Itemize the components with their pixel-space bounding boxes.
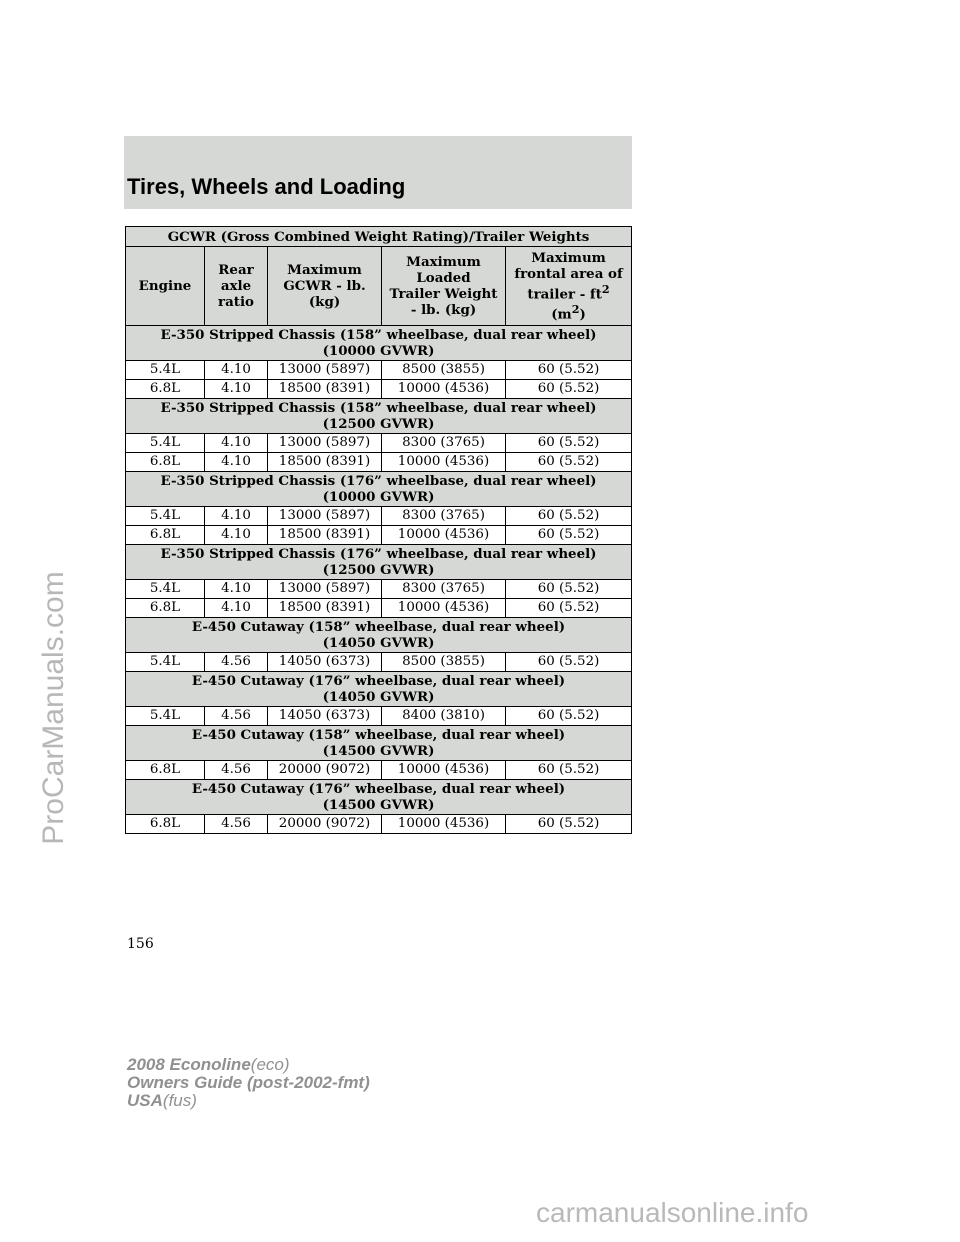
- table-row: [126, 507, 632, 526]
- table-section-row: [126, 672, 632, 707]
- cell-ratio: 4.56: [205, 707, 268, 726]
- table-title-row: [126, 227, 632, 247]
- cell-trailer: 8300 (3765): [382, 434, 506, 453]
- section-heading: E-450 Cutaway (176” wheelbase, dual rear wheel) (14050 GVWR): [126, 672, 632, 707]
- table-row: [126, 380, 632, 399]
- table-body: [126, 326, 632, 834]
- cell-area: 60 (5.52): [506, 815, 632, 834]
- column-header-engine: Engine: [126, 247, 205, 326]
- footer-line-model: 2008 Econoline(eco): [127, 1055, 290, 1074]
- table-row: [126, 434, 632, 453]
- weights-table-container: [125, 226, 631, 834]
- cell-ratio: 4.56: [205, 761, 268, 780]
- cell-trailer: 10000 (4536): [382, 453, 506, 472]
- cell-area: 60 (5.52): [506, 434, 632, 453]
- table-row: [126, 453, 632, 472]
- column-header-trailer-weight: Maximum Loaded Trailer Weight - lb. (kg): [382, 247, 506, 326]
- cell-trailer: 10000 (4536): [382, 815, 506, 834]
- table-section-row: [126, 399, 632, 434]
- cell-area: 60 (5.52): [506, 599, 632, 618]
- column-header-axle-ratio: Rear axle ratio: [205, 247, 268, 326]
- table-row: [126, 599, 632, 618]
- cell-trailer: 10000 (4536): [382, 526, 506, 545]
- cell-trailer: 10000 (4536): [382, 380, 506, 399]
- cell-ratio: 4.10: [205, 580, 268, 599]
- cell-engine: 6.8L: [126, 380, 205, 399]
- cell-gcwr: 18500 (8391): [268, 599, 382, 618]
- cell-gcwr: 14050 (6373): [268, 707, 382, 726]
- section-heading: E-450 Cutaway (158” wheelbase, dual rear wheel) (14500 GVWR): [126, 726, 632, 761]
- cell-area: 60 (5.52): [506, 653, 632, 672]
- cell-gcwr: 20000 (9072): [268, 761, 382, 780]
- cell-trailer: 8400 (3810): [382, 707, 506, 726]
- cell-gcwr: 18500 (8391): [268, 526, 382, 545]
- cell-trailer: 10000 (4536): [382, 599, 506, 618]
- section-title: Tires, Wheels and Loading: [127, 174, 406, 199]
- cell-engine: 5.4L: [126, 707, 205, 726]
- table-section-row: [126, 472, 632, 507]
- cell-ratio: 4.56: [205, 653, 268, 672]
- cell-engine: 5.4L: [126, 580, 205, 599]
- cell-area: 60 (5.52): [506, 580, 632, 599]
- column-header-row: [126, 247, 632, 326]
- gcwr-trailer-weights-table: [125, 226, 632, 834]
- cell-engine: 6.8L: [126, 453, 205, 472]
- cell-area: 60 (5.52): [506, 453, 632, 472]
- table-section-row: [126, 726, 632, 761]
- cell-trailer: 10000 (4536): [382, 761, 506, 780]
- cell-gcwr: 13000 (5897): [268, 434, 382, 453]
- footer-line-region: USA(fus): [127, 1091, 197, 1110]
- table-row: [126, 361, 632, 380]
- cell-engine: 5.4L: [126, 434, 205, 453]
- cell-engine: 5.4L: [126, 507, 205, 526]
- table-row: [126, 526, 632, 545]
- cell-trailer: 8300 (3765): [382, 580, 506, 599]
- section-heading: E-350 Stripped Chassis (176” wheelbase, dual rear wheel) (10000 GVWR): [126, 472, 632, 507]
- cell-area: 60 (5.52): [506, 761, 632, 780]
- cell-gcwr: 13000 (5897): [268, 361, 382, 380]
- cell-ratio: 4.10: [205, 380, 268, 399]
- cell-ratio: 4.10: [205, 526, 268, 545]
- footer-line-guide: Owners Guide (post-2002-fmt): [127, 1073, 370, 1092]
- cell-trailer: 8500 (3855): [382, 361, 506, 380]
- cell-gcwr: 18500 (8391): [268, 453, 382, 472]
- cell-ratio: 4.10: [205, 361, 268, 380]
- table-row: [126, 580, 632, 599]
- cell-area: 60 (5.52): [506, 507, 632, 526]
- cell-area: 60 (5.52): [506, 526, 632, 545]
- table-row: [126, 761, 632, 780]
- cell-trailer: 8500 (3855): [382, 653, 506, 672]
- table-section-row: [126, 618, 632, 653]
- cell-engine: 6.8L: [126, 526, 205, 545]
- table-section-row: [126, 780, 632, 815]
- document-footer: [127, 1056, 370, 1110]
- table-section-row: [126, 326, 632, 361]
- section-heading: E-350 Stripped Chassis (158” wheelbase, dual rear wheel) (10000 GVWR): [126, 326, 632, 361]
- cell-engine: 6.8L: [126, 599, 205, 618]
- cell-engine: 5.4L: [126, 361, 205, 380]
- section-heading: E-450 Cutaway (176” wheelbase, dual rear wheel) (14500 GVWR): [126, 780, 632, 815]
- cell-ratio: 4.10: [205, 599, 268, 618]
- cell-area: 60 (5.52): [506, 361, 632, 380]
- side-watermark: ProCarManuals.com: [37, 571, 70, 845]
- bottom-watermark: carmanualsonline.info: [536, 1197, 809, 1228]
- cell-engine: 5.4L: [126, 653, 205, 672]
- column-header-gcwr: Maximum GCWR - lb. (kg): [268, 247, 382, 326]
- cell-gcwr: 20000 (9072): [268, 815, 382, 834]
- section-heading: E-450 Cutaway (158” wheelbase, dual rear wheel) (14050 GVWR): [126, 618, 632, 653]
- cell-engine: 6.8L: [126, 815, 205, 834]
- cell-area: 60 (5.52): [506, 707, 632, 726]
- section-heading: E-350 Stripped Chassis (176” wheelbase, dual rear wheel) (12500 GVWR): [126, 545, 632, 580]
- cell-ratio: 4.10: [205, 453, 268, 472]
- page-number: 156: [127, 936, 154, 952]
- section-heading: E-350 Stripped Chassis (158” wheelbase, dual rear wheel) (12500 GVWR): [126, 399, 632, 434]
- column-header-frontal-area: Maximum frontal area of trailer - $ft^2$ $(m^2)$: [506, 247, 632, 326]
- cell-trailer: 8300 (3765): [382, 507, 506, 526]
- cell-gcwr: 13000 (5897): [268, 507, 382, 526]
- table-title: GCWR (Gross Combined Weight Rating)/Trailer Weights: [126, 227, 632, 247]
- cell-gcwr: 13000 (5897): [268, 580, 382, 599]
- cell-ratio: 4.10: [205, 507, 268, 526]
- table-section-row: [126, 545, 632, 580]
- table-row: [126, 815, 632, 834]
- cell-gcwr: 18500 (8391): [268, 380, 382, 399]
- cell-area: 60 (5.52): [506, 380, 632, 399]
- cell-ratio: 4.10: [205, 434, 268, 453]
- cell-ratio: 4.56: [205, 815, 268, 834]
- cell-engine: 6.8L: [126, 761, 205, 780]
- cell-gcwr: 14050 (6373): [268, 653, 382, 672]
- table-row: [126, 707, 632, 726]
- table-row: [126, 653, 632, 672]
